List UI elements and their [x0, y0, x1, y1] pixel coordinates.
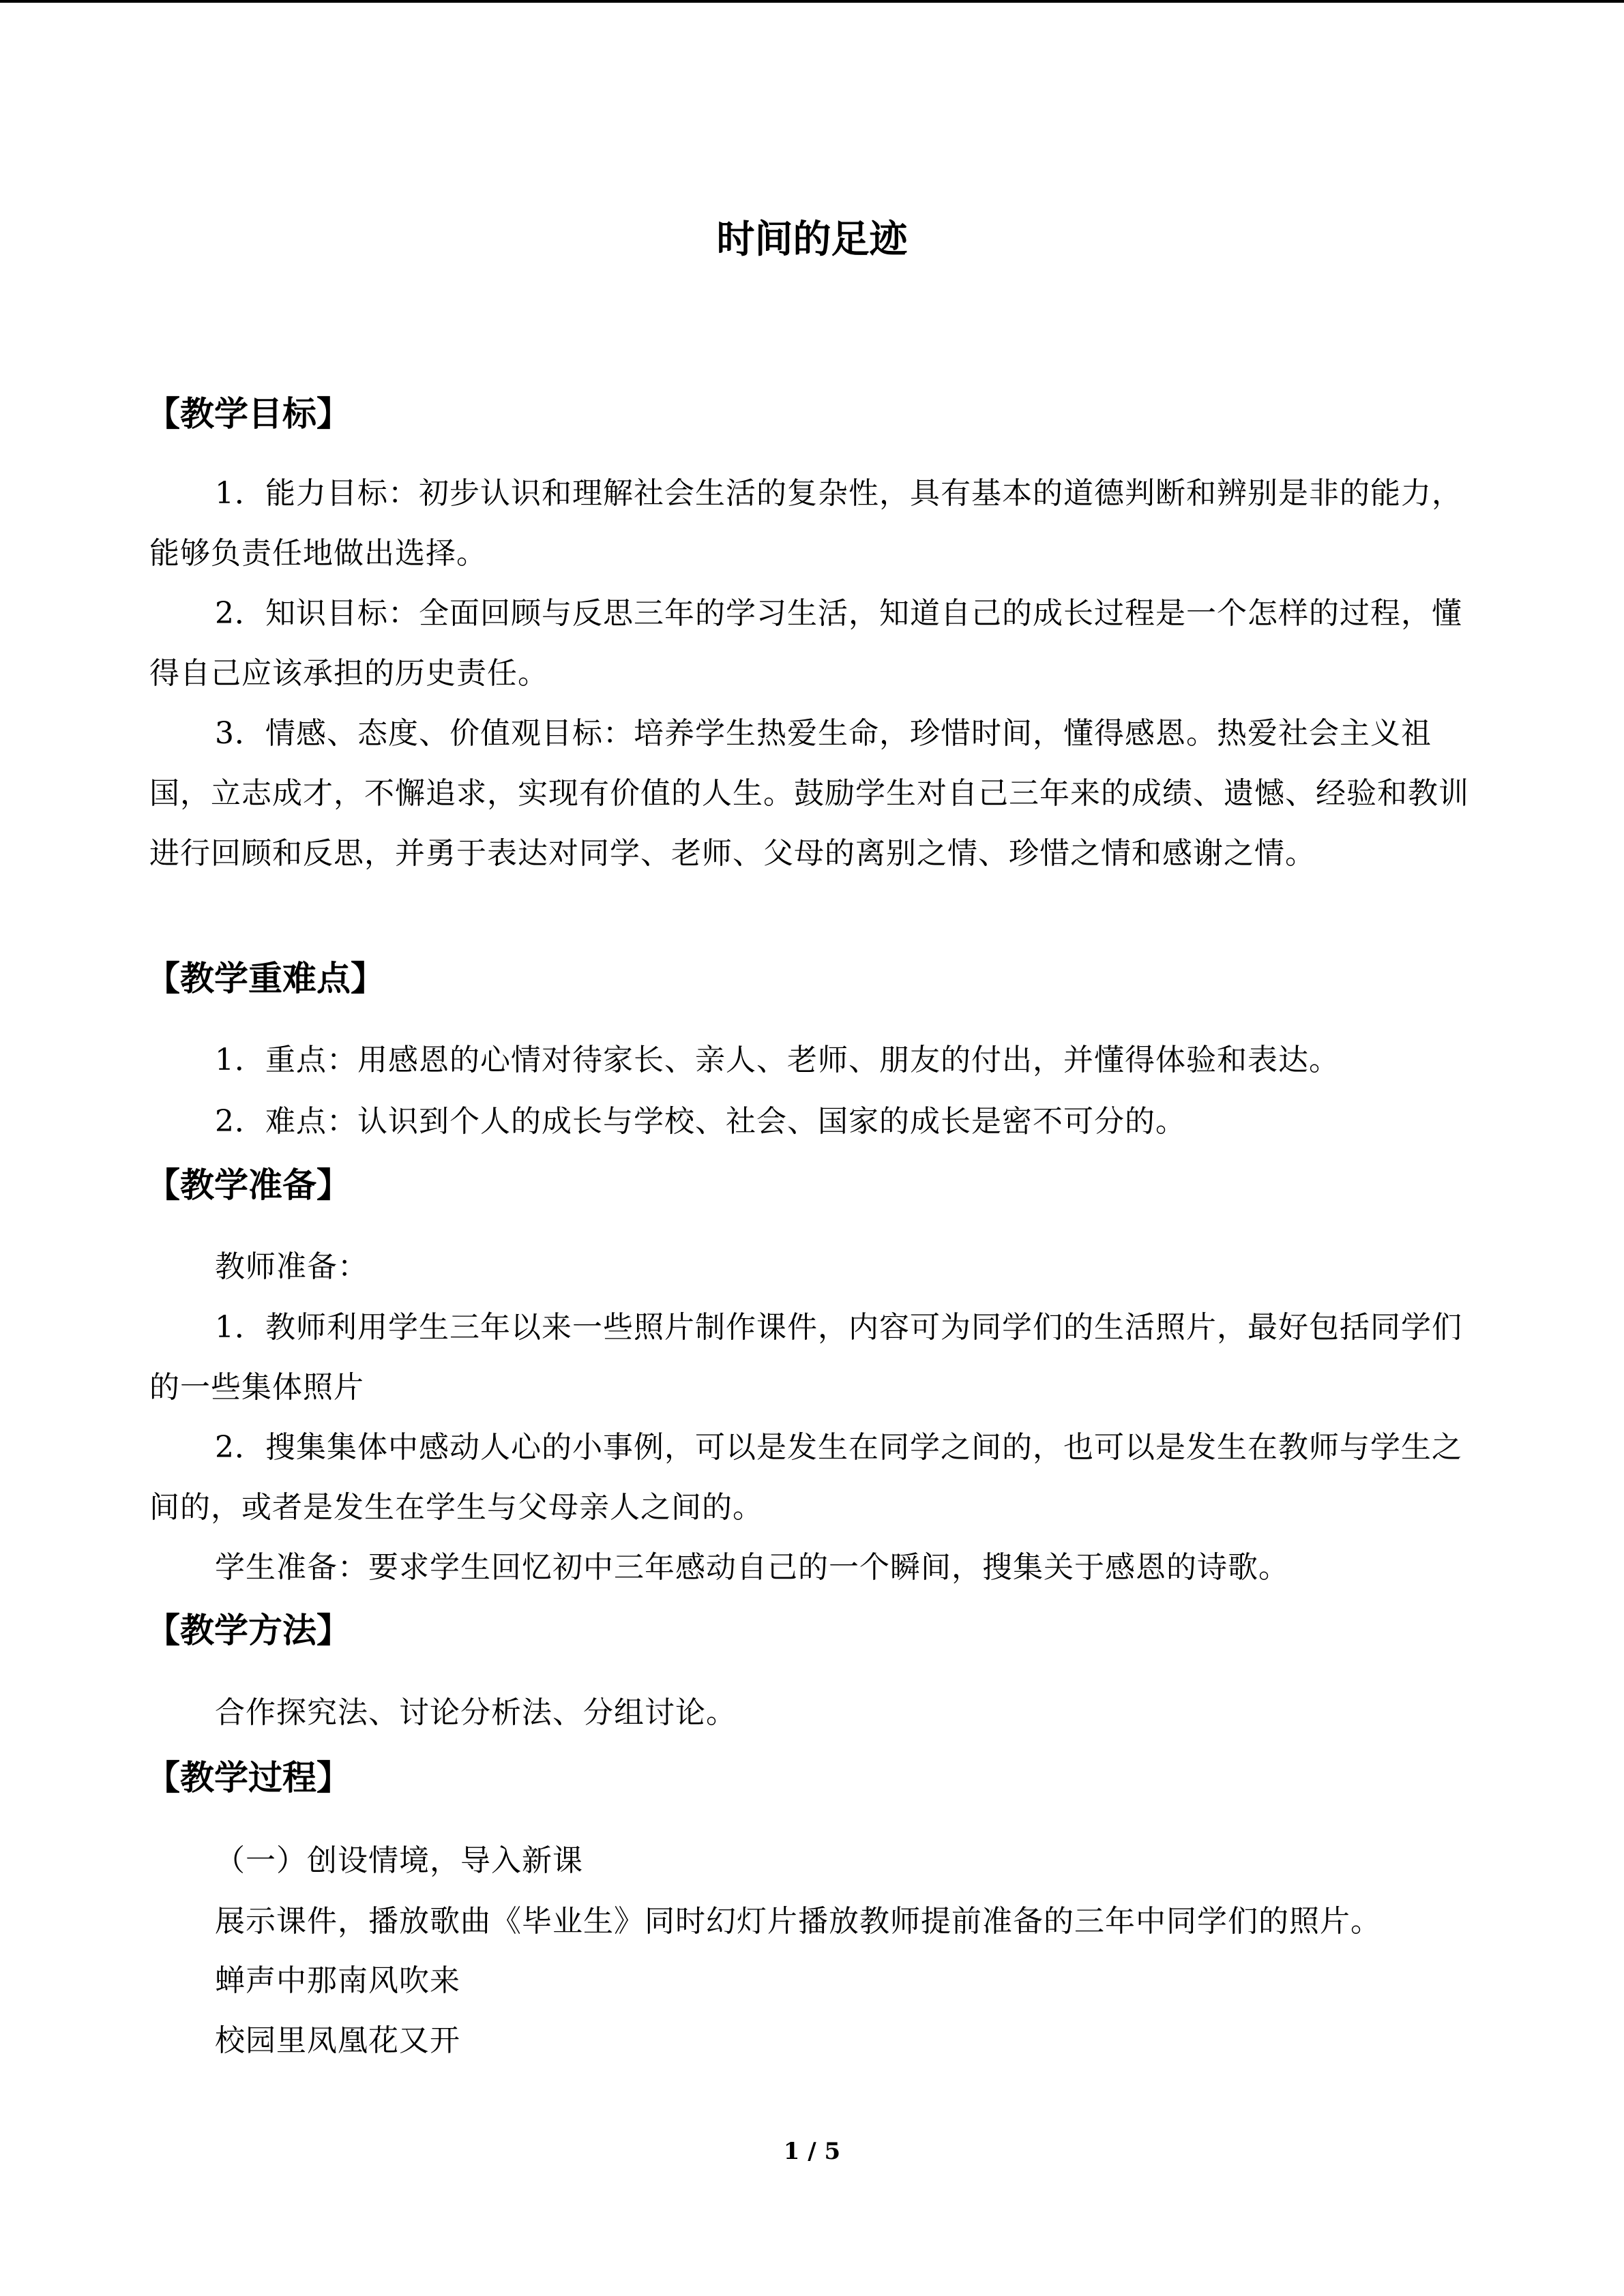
process-line-3: 校园里凤凰花又开 [215, 2023, 460, 2058]
key-point-2: 2．难点：认识到个人的成长与学校、社会、国家的成长是密不可分的。 [215, 1104, 1186, 1139]
process-line-1: 展示课件，播放歌曲《毕业生》同时幻灯片播放教师提前准备的三年中同学们的照片。 [215, 1904, 1381, 1939]
heading-methods: 【教学方法】 [146, 1611, 351, 1650]
heading-process: 【教学过程】 [146, 1758, 351, 1798]
goal-item-1: 1．能力目标：初步认识和理解社会生活的复杂性，具有基本的道德判断和辨别是非的能力，能够负责任地做出选择。 [149, 476, 1462, 571]
top-border [0, 0, 1624, 3]
student-prep: 学生准备：要求学生回忆初中三年感动自己的一个瞬间，搜集关于感恩的诗歌。 [215, 1550, 1289, 1585]
heading-goals: 【教学目标】 [146, 394, 351, 434]
process-line-2: 蝉声中那南风吹来 [215, 1963, 460, 1998]
goal-item-3: 3．情感、态度、价值观目标：培养学生热爱生命，珍惜时间，懂得感恩。热爱社会主义祖国，立志成才，不懈追求，实现有价值的人生。鼓励学生对自己三年来的成绩、遗憾、经验和教训进行回顾和反思，并勇于表达对同学、老师、父母的离别之情、珍惜之情和感谢之情。 [149, 716, 1469, 871]
prep-item-2: 2．搜集集体中感动人心的小事例，可以是发生在同学之间的，也可以是发生在教师与学生之间的，或者是发生在学生与父母亲人之间的。 [149, 1430, 1462, 1525]
document-title: 时间的足迹 [716, 218, 908, 262]
key-point-1: 1．重点：用感恩的心情对待家长、亲人、老师、朋友的付出，并懂得体验和表达。 [215, 1043, 1340, 1077]
page-number: 1 / 5 [783, 2138, 841, 2165]
prep-item-1: 1．教师利用学生三年以来一些照片制作课件，内容可为同学们的生活照片，最好包括同学们的一些集体照片 [149, 1310, 1462, 1405]
heading-key-points: 【教学重难点】 [146, 959, 385, 998]
process-step-1: （一）创设情境，导入新课 [215, 1843, 583, 1878]
heading-preparation: 【教学准备】 [146, 1165, 351, 1205]
goal-item-2: 2．知识目标：全面回顾与反思三年的学习生活，知道自己的成长过程是一个怎样的过程，懂得自己应该承担的历史责任。 [149, 596, 1462, 691]
teacher-prep-label: 教师准备： [215, 1249, 368, 1284]
methods-text: 合作探究法、讨论分析法、分组讨论。 [215, 1695, 737, 1730]
